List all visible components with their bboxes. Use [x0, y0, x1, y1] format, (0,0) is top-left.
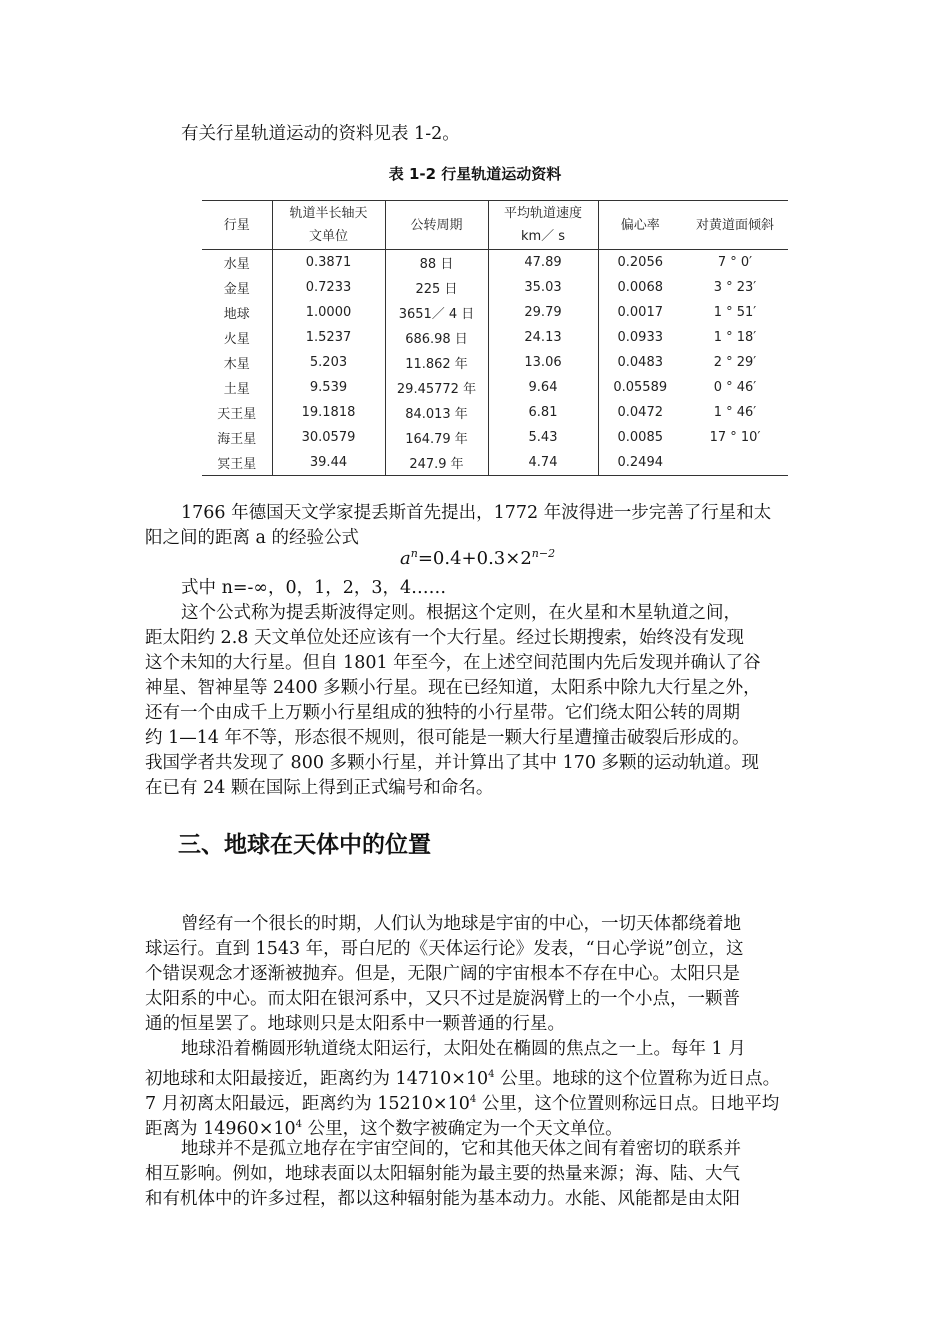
cell-planet: 冥王星 — [202, 450, 272, 476]
table-row — [202, 400, 788, 425]
cell-velocity: 9.64 — [488, 375, 598, 400]
cell-velocity: 24.13 — [488, 325, 598, 350]
cell-period: 225 日 — [385, 275, 488, 300]
para4-line4: 太阳系的中心。而太阳在银河系中，又只不过是旋涡臂上的一个小点，一颗普 — [145, 989, 740, 1009]
cell-planet: 土星 — [202, 375, 272, 400]
cell-semi-major-axis: 1.5237 — [272, 325, 385, 350]
cell-period: 3651／ 4 日 — [385, 300, 488, 325]
cell-eccentricity: 0.0933 — [617, 330, 663, 345]
para5-line2-b: 公里。地球的这个位置称为近日点。 — [494, 1068, 781, 1089]
cell-period: 247.9 年 — [385, 450, 488, 476]
header-velocity: 平均轨道速度 km／ s — [488, 201, 598, 250]
cell-planet: 地球 — [202, 300, 272, 325]
para4-line3: 个错误观念才逐渐被抛弃。但是，无限广阔的宇宙根本不存在中心。太阳只是 — [145, 964, 740, 984]
cell-eccentricity: 0.0085 — [617, 430, 663, 445]
para5-line1: 地球沿着椭圆形轨道绕太阳运行，太阳处在椭圆的焦点之一上。每年 1 月 — [181, 1039, 746, 1059]
cell-inclination: 17 ° 10′ — [709, 430, 761, 445]
cell-eccentricity: 0.05589 — [613, 380, 668, 395]
cell-velocity: 35.03 — [488, 275, 598, 300]
cell-eccentricity: 0.0483 — [617, 355, 663, 370]
cell-semi-major-axis: 39.44 — [272, 450, 385, 476]
para4-line1: 曾经有一个很长的时期，人们认为地球是宇宙的中心，一切天体都绕着地 — [181, 914, 741, 934]
table-header-row — [202, 201, 788, 250]
para6-line1: 地球并不是孤立地存在宇宙空间的，它和其他天体之间有着密切的联系并 — [181, 1139, 741, 1159]
cell-semi-major-axis: 19.1818 — [272, 400, 385, 425]
cell-eccentricity: 0.2056 — [617, 255, 663, 270]
cell-eccentricity: 0.0472 — [617, 405, 663, 420]
cell-period: 164.79 年 — [385, 425, 488, 450]
section-heading: 三、地球在天体中的位置 — [178, 831, 431, 858]
cell-inclination: 7 ° 0′ — [717, 255, 753, 270]
para3-line7: 我国学者共发现了 800 多颗小行星，并计算出了其中 170 多颗的运动轨道。现 — [145, 753, 760, 773]
cell-planet: 木星 — [202, 350, 272, 375]
cell-period: 686.98 日 — [385, 325, 488, 350]
cell-velocity: 13.06 — [488, 350, 598, 375]
header-planet: 行星 — [202, 201, 272, 250]
formula-middle: =0.4+0.3×2 — [417, 548, 532, 569]
para5-line3-a: 7 月初离太阳最远，距离约为 15210×10 — [145, 1093, 470, 1114]
formula-exp1: n — [410, 547, 418, 560]
cell-period: 11.862 年 — [385, 350, 488, 375]
cell-planet: 水星 — [202, 250, 272, 276]
para3-line5: 还有一个由成千上万颗小行星组成的独特的小行星带。它们绕太阳公转的周期 — [145, 703, 740, 723]
para5-line4-b: 公里，这个数字被确定为一个天文单位。 — [302, 1118, 623, 1139]
para1-line1: 1766 年德国天文学家提丢斯首先提出，1772 年波得进一步完善了行星和太 — [181, 503, 772, 523]
cell-planet: 天王星 — [202, 400, 272, 425]
cell-velocity: 6.81 — [488, 400, 598, 425]
cell-inclination: 2 ° 29′ — [713, 355, 757, 370]
para2: 式中 n=-∞，0，1，2，3，4…… — [181, 578, 447, 598]
table-row — [202, 450, 788, 476]
cell-eccentricity: 0.0017 — [617, 305, 663, 320]
cell-velocity: 5.43 — [488, 425, 598, 450]
table-row — [202, 250, 788, 276]
cell-semi-major-axis: 9.539 — [272, 375, 385, 400]
cell-eccentricity: 0.2494 — [598, 450, 682, 476]
para3-line8: 在已有 24 颗在国际上得到正式编号和命名。 — [145, 778, 494, 798]
cell-inclination — [682, 450, 788, 476]
cell-inclination: 3 ° 23′ — [713, 280, 757, 295]
para6-line3: 和有机体中的许多过程，都以这种辐射能为基本动力。水能、风能都是由太阳 — [145, 1189, 740, 1209]
para3-line4: 神星、智神星等 2400 多颗小行星。现在已经知道，太阳系中除九大行星之外， — [145, 678, 761, 698]
para3-line1: 这个公式称为提丢斯波得定则。根据这个定则，在火星和木星轨道之间， — [181, 603, 741, 623]
para5-line4-exp: 4 — [295, 1119, 303, 1130]
cell-planet: 金星 — [202, 275, 272, 300]
table-row — [202, 425, 788, 450]
cell-velocity: 4.74 — [488, 450, 598, 476]
cell-inclination: 1 ° 51′ — [713, 305, 757, 320]
para6-line2: 相互影响。例如，地球表面以太阳辐射能为最主要的热量来源；海、陆、大气 — [145, 1164, 740, 1184]
para3-line2: 距太阳约 2.8 天文单位处还应该有一个大行星。经过长期搜索，始终没有发现 — [145, 628, 744, 648]
header-semi-major-axis: 轨道半长轴天 文单位 — [272, 201, 385, 250]
cell-semi-major-axis: 5.203 — [272, 350, 385, 375]
para3-line3: 这个未知的大行星。但自 1801 年至今，在上述空间范围内先后发现并确认了谷 — [145, 653, 761, 673]
cell-semi-major-axis: 0.3871 — [272, 250, 385, 276]
para4-line5: 通的恒星罢了。地球则只是太阳系中一颗普通的行星。 — [145, 1014, 565, 1034]
table-row — [202, 350, 788, 375]
formula-exp2: n−2 — [531, 547, 556, 560]
cell-period: 84.013 年 — [385, 400, 488, 425]
header-inclination: 对黄道面倾斜 — [682, 201, 788, 250]
para5-line4-a: 距离为 14960×10 — [145, 1118, 296, 1139]
cell-period: 88 日 — [385, 250, 488, 276]
header-period: 公转周期 — [385, 201, 488, 250]
table-caption: 表 1-2 行星轨道运动资料 — [388, 165, 562, 183]
cell-eccentricity: 0.0068 — [617, 280, 663, 295]
cell-planet: 火星 — [202, 325, 272, 350]
table-row — [202, 375, 788, 400]
table-row — [202, 300, 788, 325]
cell-velocity: 29.79 — [488, 300, 598, 325]
intro-text: 有关行星轨道运动的资料见表 1-2。 — [181, 124, 460, 144]
para5-line2-exp: 4 — [488, 1069, 495, 1080]
empirical-formula — [400, 547, 555, 569]
para5-line3-exp: 4 — [469, 1094, 477, 1105]
planet-orbit-table — [202, 200, 788, 476]
para4-line2: 球运行。直到 1543 年，哥白尼的《天体运行论》发表，“日心学说”创立，这 — [145, 939, 744, 959]
para5-line2-a: 初地球和太阳最接近，距离约为 14710×10 — [145, 1068, 489, 1089]
cell-semi-major-axis: 0.7233 — [272, 275, 385, 300]
table-row — [202, 275, 788, 300]
cell-inclination: 1 ° 18′ — [713, 330, 757, 345]
table-row — [202, 325, 788, 350]
formula-base: a — [400, 548, 411, 569]
cell-period: 29.45772 年 — [385, 375, 488, 400]
cell-velocity: 47.89 — [488, 250, 598, 276]
cell-inclination: 1 ° 46′ — [713, 405, 757, 420]
para1-line2: 阳之间的距离 a 的经验公式 — [145, 528, 360, 548]
para5-line3-b: 公里，这个位置则称远日点。日地平均 — [476, 1093, 780, 1114]
cell-planet: 海王星 — [202, 425, 272, 450]
cell-semi-major-axis: 30.0579 — [272, 425, 385, 450]
cell-inclination: 0 ° 46′ — [713, 380, 757, 395]
para3-line6: 约 1—14 年不等，形态很不规则，很可能是一颗大行星遭撞击破裂后形成的。 — [145, 728, 750, 748]
cell-semi-major-axis: 1.0000 — [272, 300, 385, 325]
header-eccentricity: 偏心率 — [598, 201, 682, 250]
